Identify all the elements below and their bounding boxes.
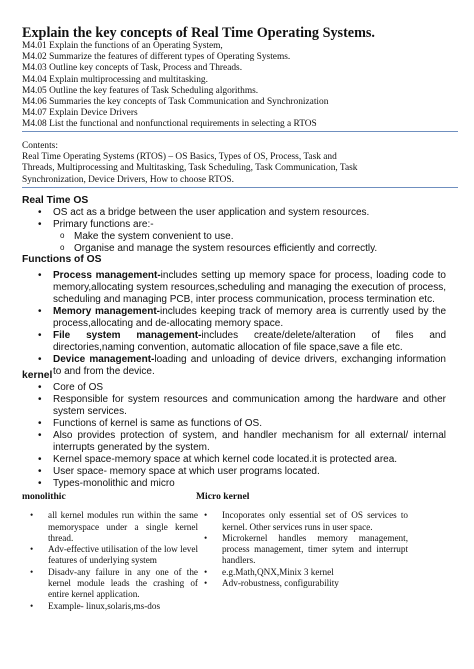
outcome-line: M4.07 Explain Device Drivers — [22, 108, 138, 119]
list-item — [22, 270, 446, 306]
list-item: • Types-monolithic and micro — [22, 478, 446, 490]
contents-block — [22, 141, 462, 186]
outcome-line: M4.01 Explain the functions of an Operating System, — [22, 41, 223, 51]
sub-list-item: o Organise and manage the system resources efficiently and correctly. — [22, 243, 446, 255]
outcome-line: M4.04 Explain multiprocessing and multitasking. — [22, 74, 208, 85]
function-term: File system management- — [53, 330, 202, 341]
section-heading-functions: Functions of OS — [22, 254, 102, 265]
list-item: • User space- memory space at which user programs located. — [22, 466, 446, 478]
divider-line — [22, 131, 458, 132]
learning-outcomes — [22, 41, 328, 131]
outcome-line: M4.06 Summaries the key concepts of Task Communication and Synchronization — [22, 97, 329, 108]
list-item: • e.g.Math,QNX,Minix 3 kernel — [196, 567, 408, 578]
list-item: • Example- linux,solaris,ms-dos — [22, 601, 198, 612]
contents-line: Real Time Operating Systems (RTOS) – OS Basics, Types of OS, Process, Task and — [22, 152, 337, 163]
contents-line: Threads, Multiprocessing and Multitasking, Task Scheduling, Task Communication, Task — [22, 163, 358, 174]
list-item — [22, 330, 446, 354]
function-term: Process management- — [53, 270, 161, 281]
list-item: • Also provides protection of system, and handler mechanism for all external/ internal interrupts generated by the system. — [22, 430, 446, 454]
outcome-line: M4.08 List the functional and nonfunctional requirements in selecting a RTOS — [22, 119, 317, 130]
function-text: includes create/delete/alteration of files and directories,naming convention, automatic allocation of file space,save a file etc. — [53, 330, 447, 353]
outcome-line: M4.03 Outline key concepts of Task, Process and Threads. — [22, 63, 243, 74]
list-item — [22, 306, 446, 330]
list-item: • Core of OS — [22, 382, 446, 394]
list-item: • Responsible for system resources and communication among the hardware and other system services. — [22, 394, 446, 418]
function-text: loading and unloading of device drivers, exchanging information to and from the device. — [53, 354, 446, 377]
list-item: • Microkernel handles memory management, process management, timer sytem and interrupt handlers. — [196, 533, 408, 567]
kernel-section — [22, 370, 446, 490]
section-heading-kernel: kernel — [22, 370, 53, 381]
function-text: includes keeping track of memory area is currently used by the process,allocating and de-allocating memory space. — [53, 306, 447, 329]
outcome-line: M4.05 Outline the key features of Task Scheduling algorithms. — [22, 85, 259, 96]
contents-heading: Contents: — [22, 141, 58, 151]
monolithic-heading: monolithic — [22, 491, 66, 502]
function-term: Memory management- — [53, 306, 161, 317]
sub-list-item: o Make the system convenient to use. — [22, 231, 446, 243]
rtos-section — [22, 195, 446, 266]
page-title: Explain the key concepts of Real Time Operating Systems. — [22, 25, 375, 41]
function-term: Device management- — [53, 354, 155, 365]
functions-section — [22, 270, 446, 378]
list-item: • OS act as a bridge between the user application and system resources. — [22, 207, 446, 219]
list-item: • Adv-effective utilisation of the low level features of underlying system — [22, 544, 198, 567]
list-item: • Kernel space-memory space at which kernel code located.it is protected area. — [22, 454, 446, 466]
function-text: includes setting up memory space for process, loading code to memory,allocating system resources,scheduling and managing the execution of process, scheduling and managing PCB, inter process communication, process termination etc. — [53, 270, 446, 305]
contents-line: Synchronization, Device Drivers, How to choose RTOS. — [22, 174, 234, 185]
list-item: • Disadv-any failure in any one of the kernel module leads the crashing of entire kernel application. — [22, 567, 198, 601]
monolithic-column — [22, 491, 198, 612]
list-item: • Adv-robustness, configurability — [196, 578, 408, 589]
list-item: • Primary functions are:- — [22, 219, 446, 231]
microkernel-column — [196, 491, 408, 589]
section-heading-rtos: Real Time OS — [22, 195, 89, 206]
list-item: • all kernel modules run within the same memoryspace under a single kernel thread. — [22, 510, 198, 544]
microkernel-heading: Micro kernel — [196, 491, 250, 502]
list-item: • Incoporates only essential set of OS services to kernel. Other services runs in user space. — [196, 510, 408, 533]
divider-line — [22, 187, 458, 188]
outcome-line: M4.02 Summarize the features of different types of Operating Systems. — [22, 52, 291, 63]
list-item: • Functions of kernel is same as functions of OS. — [22, 418, 446, 430]
